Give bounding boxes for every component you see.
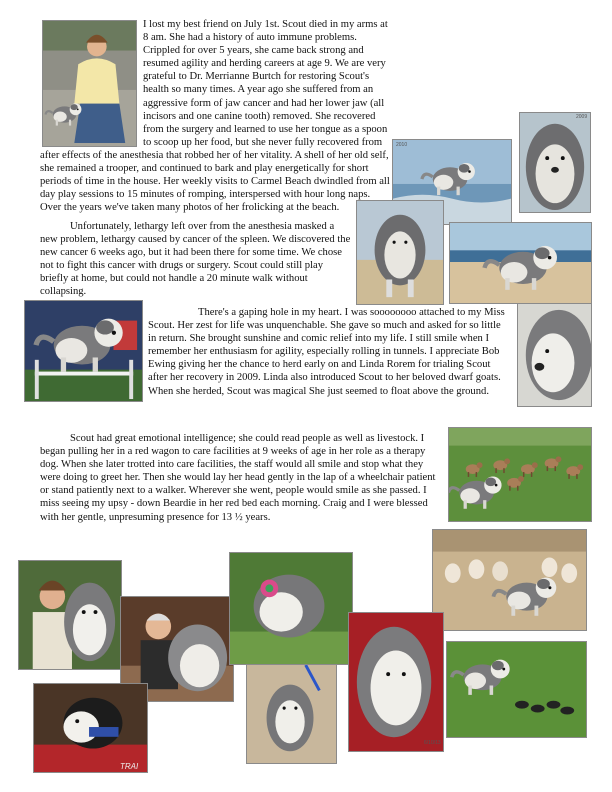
photo-woman-with-puppy: [42, 20, 137, 147]
photo-dog-face-closeup: [517, 303, 592, 407]
paragraph-emotional-text: Scout had great emotional intelligence; she could read people as well as livestock. I began pulling her in a red wagon to care facilities at 9 weeks of age in her role as a therapy dog. When she later trotted into care facilities, the staff would all smile and stop what they were doing to greet her. Then she would lay her head gently in the lap of a wheelchair patient or stand patiently next to a walker. Wherever she went, people would smile as she passed. I miss seeing my upsy - down Beardie in her red bed each morning. Craig and I were blessed with her gentle, unpresuming presence for 13 ½ years.: [40, 433, 436, 523]
photo-dog-with-ball: [229, 552, 353, 665]
stamp-portrait-year: 2009: [576, 114, 588, 120]
paragraph-intro-text: I lost my best friend on July 1st. Scout died in my arms at 8 am. She had a history of auto immune problems. Crippled for over 5 years, she came back strong and resumed agility and herding careers at age 9. We are very grateful to Dr. Merrianne Burtch for restoring Scout's health so many times. A year ago she suffered from an aggressive form of jaw cancer and had her lower jaw (all incisors and one canine tooth) removed. She recovered from the surgery and learned to use her tongue as a spoon to scoop up her food, but she never fully recovered from after effects of the anesthesia that robbed her of her vitality. A shell of her old self, she remained a trooper, and continued to bark and play energetically for short periods of time in the house. Her weekly visits to Carmel Beach dwindled from all day play sessions to 15 minutes of romping, interspersed with hour long naps. Over the years we've taken many photos of her frolicking at the beach.: [40, 19, 390, 214]
photo-puppy-blue-vest: [33, 683, 148, 773]
photo-dog-trotting-leash: [246, 664, 337, 764]
photo-agility-jump: [24, 300, 143, 402]
stamp-bench-text: TRAI: [120, 762, 139, 771]
paragraph-lethargy: [40, 220, 352, 299]
stamp-blanket-date: 6/10/13: [424, 740, 441, 746]
photo-woman-hugging-dog: [18, 560, 122, 670]
photo-dog-running-sand: [449, 222, 592, 304]
photo-goats-field: [448, 427, 592, 522]
paragraph-emotional: [40, 432, 443, 524]
photo-dog-standing-beach: [356, 200, 444, 305]
paragraph-heart-text: There's a gaping hole in my heart. I was soooooooo attached to my Miss Scout. Her zest for life was unquenchable. She gave so much and asked for so little in return. She brought sunshine and comic relief into my life. I still smile when I remember her enthusiasm for agility, especially rolling in tunnels. I appreciate Bob Ewing giving her the chance to herd early on and Linda Rorem for trialing Scout after her recovery in 2009. Linda also introduced Scout to her beloved dwarf goats. When she herded, Scout was magical She just seemed to float above the ground.: [148, 307, 505, 397]
paragraph-lethargy-text: Unfortunately, lethargy left over from the anesthesia masked a new problem, lethargy caused by cancer of the spleen. We discovered the new cancer 6 weeks ago, but it had been there for some time. We chose not to fight this cancer with drugs or surgery. Scout could still play briefly at home, but could not handle a 20 minute walk without collapsing.: [40, 221, 351, 298]
photo-dog-red-blanket: [348, 612, 444, 752]
photo-dog-with-ducks: [446, 641, 587, 738]
photo-shaggy-portrait: [519, 112, 591, 213]
photo-herding-sheep: [432, 529, 587, 631]
paragraph-heart: [148, 306, 511, 398]
stamp-beach-year: 2010: [396, 142, 408, 148]
